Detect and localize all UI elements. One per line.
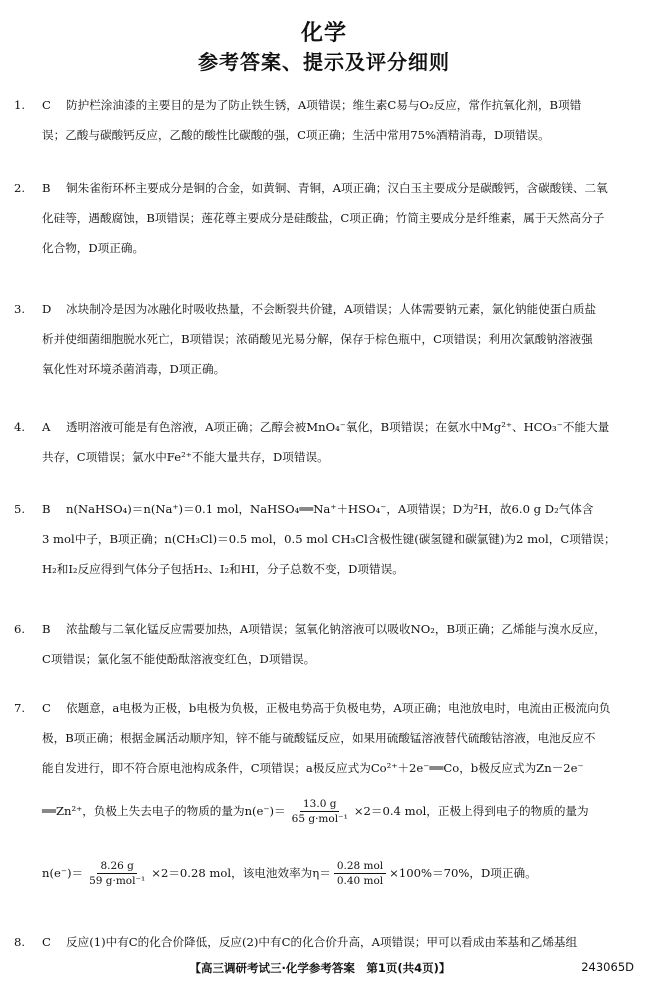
q7-answer: C (42, 701, 51, 715)
fraction-zinc (289, 797, 351, 826)
q7-text-4a: ══Zn²⁺，负极上失去电子的物质的量为n(e⁻)＝ (42, 804, 286, 818)
q7-line-5 (14, 849, 638, 897)
q1-line-1 (14, 90, 638, 120)
q4-number: 4. (14, 420, 26, 434)
q2-text-1: 铜朱雀衔环杯主要成分是铜的合金，如黄铜、青铜，A项正确；汉白玉主要成分是碳酸钙，含碳酸镁、二氧 (66, 181, 608, 195)
q6-line-1 (14, 614, 638, 644)
q8-answer: C (42, 935, 51, 949)
fraction-numerator: 13.0 g (300, 797, 339, 812)
q7-number: 7. (14, 701, 26, 715)
question-8 (14, 927, 638, 957)
footer-title: 【高三调研考试三·化学参考答案 第1页(共4页)】 (189, 961, 451, 975)
q3-number: 3. (14, 302, 26, 316)
q7-text-5b: ×2＝0.28 mol，该电池效率为η＝ (151, 866, 331, 880)
fraction-cobalt (86, 859, 148, 888)
fraction-efficiency (334, 859, 386, 888)
q3-line-2: 析并使细菌细胞脱水死亡，B项错误；浓硝酸见光易分解，保存于棕色瓶中，C项错误；利用次氯酸钠溶液强 (42, 332, 593, 346)
q7-text-5a: n(e⁻)＝ (42, 866, 84, 880)
q3-answer: D (42, 302, 52, 316)
fraction-numerator: 8.26 g (97, 859, 136, 874)
q1-line-2: 误；乙酸与碳酸钙反应，乙酸的酸性比碳酸的强，C项正确；生活中常用75%酒精消毒，D项错误。 (42, 128, 550, 142)
q7-line-3: 能自发进行，即不符合原电池构成条件，C项错误；a极反应式为Co²⁺＋2e⁻══Co，b极反应式为Zn－2e⁻ (42, 761, 584, 775)
q5-line-1 (14, 494, 638, 524)
q1-number: 1. (14, 98, 26, 112)
q3-line-3: 氧化性对环境杀菌消毒，D项正确。 (42, 362, 226, 376)
q4-line-1 (14, 412, 638, 442)
q4-answer: A (42, 420, 51, 434)
question-7 (14, 693, 638, 897)
q3-line-1 (14, 294, 638, 324)
q5-line-3: H₂和I₂反应得到气体分子包括H₂、I₂和HI，分子总数不变，D项错误。 (42, 562, 404, 576)
question-2 (14, 173, 638, 263)
q1-answer: C (42, 98, 51, 112)
q6-text-1: 浓盐酸与二氧化锰反应需要加热，A项错误；氢氧化钠溶液可以吸收NO₂，B项正确；乙烯能与溴水反应， (66, 622, 606, 636)
q5-text-1: n(NaHSO₄)＝n(Na⁺)＝0.1 mol，NaHSO₄══Na⁺＋HSO₄⁻，A项错误；D为²H，故6.0 g D₂气体含 (66, 502, 594, 516)
question-1 (14, 90, 638, 150)
q4-text-1: 透明溶液可能是有色溶液，A项正确；乙醇会被MnO₄⁻氧化，B项错误；在氨水中Mg²⁺、HCO₃⁻不能大量 (66, 420, 610, 434)
q5-number: 5. (14, 502, 26, 516)
q2-line-1 (14, 173, 638, 203)
page-subtitle: 参考答案、提示及评分细则 (198, 50, 450, 74)
q5-answer: B (42, 502, 51, 516)
q7-line-4 (14, 787, 638, 835)
q1-text-1: 防护栏涂油漆的主要目的是为了防止铁生锈，A项错误；维生素C易与O₂反应，常作抗氧化剂，B项错 (66, 98, 582, 112)
q6-number: 6. (14, 622, 26, 636)
q2-answer: B (42, 181, 51, 195)
q3-text-1: 冰块制冷是因为冰融化时吸收热量，不会断裂共价键，A项错误；人体需要钠元素，氯化钠能使蛋白质盐 (66, 302, 597, 316)
q7-text-4b: ×2＝0.4 mol，正极上得到电子的物质的量为 (353, 804, 589, 818)
q6-answer: B (42, 622, 51, 636)
q7-line-1 (14, 693, 638, 723)
q8-number: 8. (14, 935, 26, 949)
q7-text-1: 依题意，a电极为正极，b电极为负极，正极电势高于负极电势，A项正确；电池放电时，电流由正极流向负 (66, 701, 611, 715)
q5-line-2: 3 mol中子，B项正确；n(CH₃Cl)＝0.5 mol，0.5 mol CH₃Cl含极性键(碳氢键和碳氯键)为2 mol，C项错误； (42, 532, 616, 546)
q2-line-2: 化硅等，遇酸腐蚀，B项错误；莲花尊主要成分是硅酸盐，C项正确；竹简主要成分是纤维素，属于天然高分子 (42, 211, 605, 225)
fraction-denominator: 0.40 mol (336, 874, 384, 887)
q2-number: 2. (14, 181, 26, 195)
q2-line-3: 化合物，D项正确。 (42, 241, 145, 255)
fraction-denominator: 59 g·mol⁻¹ (89, 874, 146, 887)
footer-code: 243065D (581, 960, 634, 974)
question-3 (14, 294, 638, 384)
question-5 (14, 494, 638, 584)
q8-text-1: 反应(1)中有C的化合价降低，反应(2)中有C的化合价升高，A项错误；甲可以看成由苯基和乙烯基组 (66, 935, 578, 949)
q7-line-2: 极，B项正确；根据金属活动顺序知，锌不能与硫酸锰反应，如果用硫酸锰溶液替代硫酸钴溶液，电池反应不 (42, 731, 596, 745)
fraction-numerator: 0.28 mol (334, 859, 386, 874)
question-4 (14, 412, 638, 472)
q7-text-5c: ×100%＝70%，D项正确。 (389, 866, 537, 880)
q8-line-1 (14, 927, 638, 957)
q4-line-2: 共存，C项错误；氯水中Fe²⁺不能大量共存，D项错误。 (42, 450, 329, 464)
fraction-denominator: 65 g·mol⁻¹ (291, 812, 348, 825)
q6-line-2: C项错误；氯化氢不能使酚酞溶液变红色，D项错误。 (42, 652, 316, 666)
page-title: 化学 (300, 21, 347, 46)
question-6 (14, 614, 638, 674)
